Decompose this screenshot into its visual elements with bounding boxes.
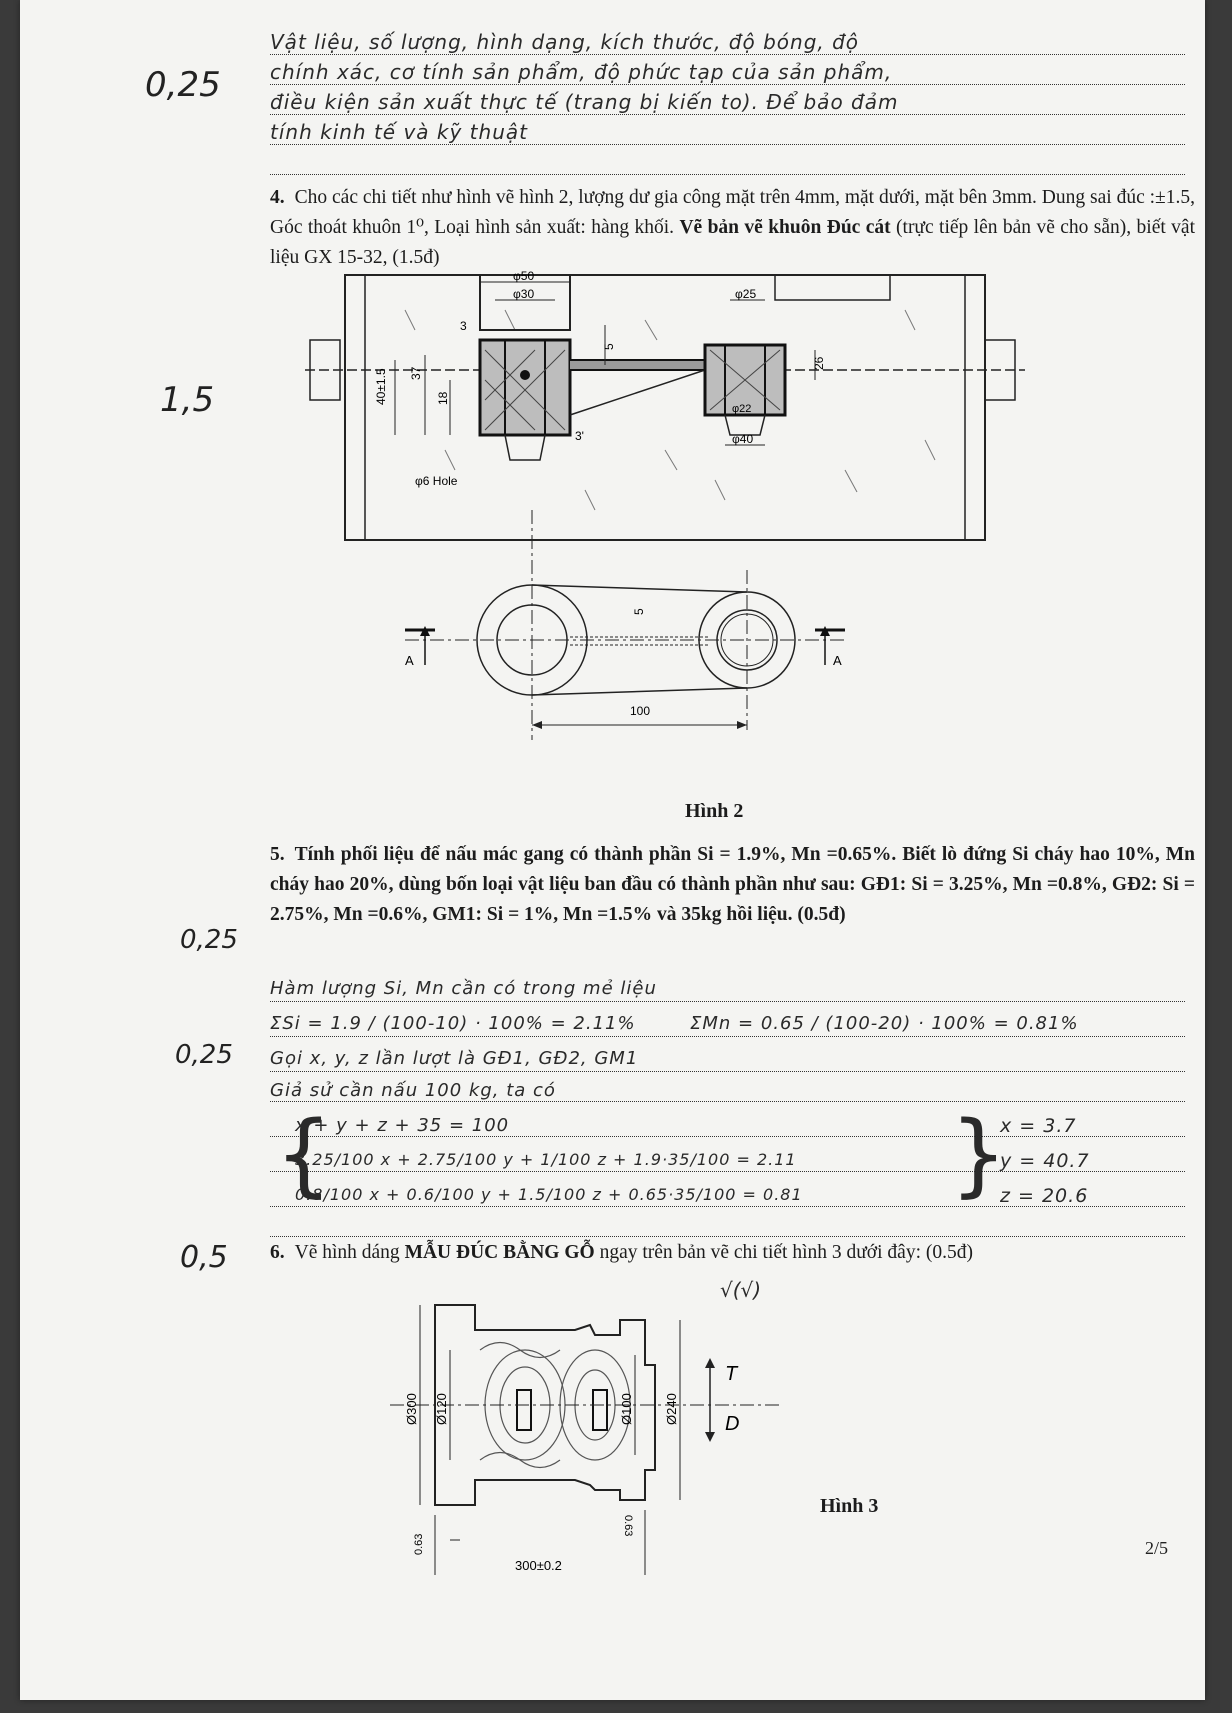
dim-label: Ø100 — [619, 1393, 634, 1425]
question-4 — [270, 183, 1195, 273]
question-6 — [270, 1238, 1195, 1268]
dim-label: φ30 — [513, 287, 535, 301]
figure-2-caption: Hình 2 — [685, 800, 744, 822]
answer-line — [270, 1210, 1185, 1237]
page-number: 2/5 — [1145, 1538, 1169, 1558]
dim-label: Ø240 — [664, 1393, 679, 1425]
score-q6: 0,5 — [180, 1240, 228, 1275]
q5-answer-2b: ΣMn = 0.65 / (100-20) · 100% = 0.81% — [690, 1013, 1079, 1034]
figure-2-drawing — [285, 270, 1110, 795]
answer-text-1: Vật liệu, số lượng, hình dạng, kích thước, độ bóng, độ — [270, 30, 860, 54]
q5-answer-6: 3.25/100 x + 2.75/100 y + 1/100 z + 1.9·35/100 = 2.11 — [295, 1150, 797, 1169]
q5-answer-5: x + y + z + 35 = 100 — [295, 1115, 510, 1136]
dim-label: φ25 — [735, 287, 757, 301]
dim-label: φ22 — [732, 403, 752, 415]
dim-label: 300±0.2 — [515, 1558, 562, 1573]
system-brace-left: { — [275, 1102, 333, 1207]
score-q5-a: 0,25 — [180, 925, 238, 955]
section-label: A — [833, 653, 842, 668]
question-bold: Vẽ bản vẽ khuôn Đúc cát — [679, 217, 891, 238]
dim-label: 5 — [602, 343, 616, 350]
q5-result-z: z = 20.6 — [1000, 1185, 1089, 1207]
answer-text-3: điều kiện sản xuất thực tế (trang bị kiến to). Để bảo đảm — [270, 90, 899, 114]
exam-page — [20, 0, 1205, 1700]
question-bold: MẪU ĐÚC BẰNG GỖ — [404, 1242, 595, 1263]
section-label: A — [405, 653, 414, 668]
dim-label: 40±1.5 — [374, 368, 388, 405]
dim-label: 0.63 — [413, 1533, 425, 1555]
answer-text-4: tính kinh tế và kỹ thuật — [270, 120, 528, 144]
mark-bottom: D — [725, 1413, 740, 1435]
q5-answer-1: Hàm lượng Si, Mn cần có trong mẻ liệu — [270, 978, 657, 999]
score-top: 0,25 — [145, 65, 221, 105]
question-tail: (trực tiếp lên bản vẽ cho sẵn), biết vật liệu GX 15-32, (1.5đ) — [270, 217, 1196, 268]
score-q4: 1,5 — [160, 380, 215, 420]
dim-label: 37 — [409, 366, 423, 380]
q5-answer-7: 0.8/100 x + 0.6/100 y + 1.5/100 z + 0.65·35/100 = 0.81 — [295, 1185, 803, 1204]
dim-label: 5 — [632, 608, 646, 615]
question-text-a: Vẽ hình dáng — [294, 1242, 400, 1263]
answer-text-2: chính xác, cơ tính sản phẩm, độ phức tạp của sản phẩm, — [270, 60, 893, 84]
question-number: 6. — [270, 1242, 285, 1263]
dim-label: 18 — [436, 391, 450, 405]
dim-label: 3' — [575, 429, 584, 443]
score-q5-b: 0,25 — [175, 1040, 233, 1070]
q5-answer-3: Gọi x, y, z lần lượt là GĐ1, GĐ2, GM1 — [270, 1048, 639, 1069]
question-number: 4. — [270, 187, 285, 208]
figure-3-drawing — [380, 1300, 820, 1575]
question-number: 5. — [270, 844, 285, 865]
q5-answer-2a: ΣSi = 1.9 / (100-10) · 100% = 2.11% — [270, 1013, 636, 1034]
roughness-mark: √(√) — [720, 1278, 762, 1302]
system-brace-right: } — [950, 1102, 1008, 1207]
dim-label: Ø300 — [404, 1393, 419, 1425]
question-text-b: ngay trên bản vẽ chi tiết hình 3 dưới đây: (0.5đ) — [599, 1242, 973, 1263]
dim-label: φ50 — [513, 270, 535, 283]
dim-label: 26 — [812, 356, 826, 370]
answer-line — [270, 148, 1185, 175]
dim-label: 100 — [630, 704, 651, 718]
dim-label: 3 — [460, 319, 467, 333]
mark-top: T — [725, 1363, 738, 1385]
q5-answer-4: Giả sử cần nấu 100 kg, ta có — [270, 1080, 556, 1101]
question-5 — [270, 840, 1195, 930]
figure-3-caption: Hình 3 — [820, 1495, 879, 1517]
question-text: Tính phối liệu để nấu mác gang có thành phần Si = 1.9%, Mn =0.65%. Biết lò đứng Si cháy hao 10%, Mn cháy hao 20%, dùng bốn loại vật liệu ban đầu có thành phần như sau: GĐ1: Si = 3.25%, Mn =0.8%, GĐ2: Si = 2.75%, Mn =0.6%, GM1: Si = 1%, Mn =1.5% và 35kg hồi liệu. (0.5đ) — [270, 844, 1195, 925]
dim-label: Ø120 — [434, 1393, 449, 1425]
question-text: Cho các chi tiết như hình vẽ hình 2, lượng dư gia công mặt trên 4mm, mặt dưới, mặt bên 3mm. Dung sai đúc :±1.5, Góc thoát khuôn 1⁰, Loại hình sản xuất: hàng khối. — [270, 187, 1195, 238]
q5-result-x: x = 3.7 — [1000, 1115, 1077, 1137]
dim-label: 0.63 — [622, 1515, 634, 1537]
dim-label: φ40 — [732, 432, 754, 446]
q5-result-y: y = 40.7 — [1000, 1150, 1090, 1172]
dim-label: φ6 Hole — [415, 474, 458, 488]
